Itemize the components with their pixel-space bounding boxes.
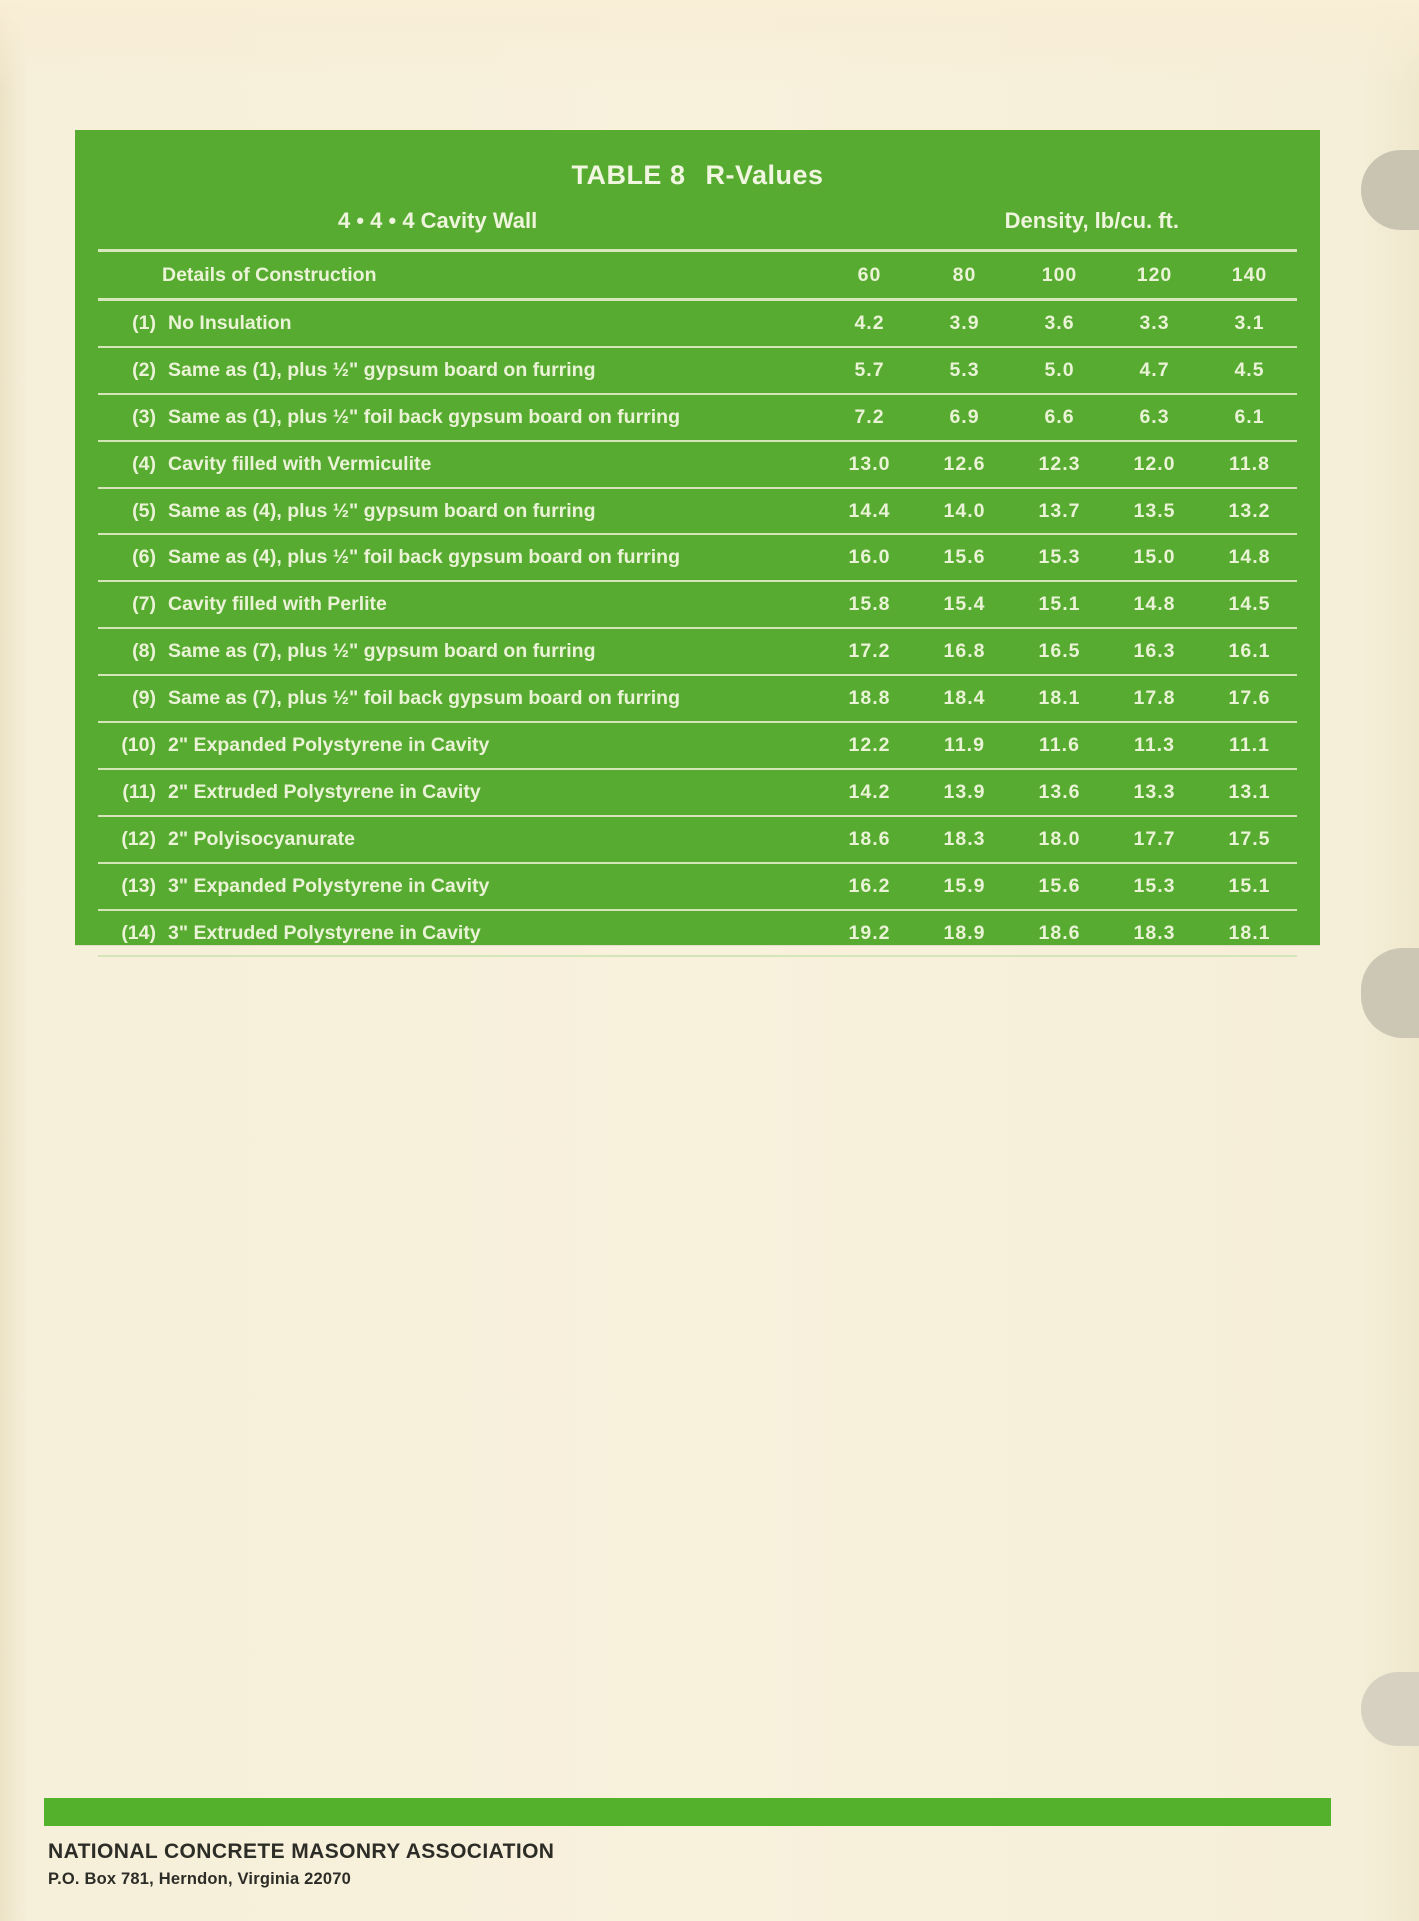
rvalue-cell: 13.9 [917,769,1012,816]
row-description: No Insulation [168,311,292,334]
row-number: (2) [132,358,156,381]
rvalue-cell: 16.8 [917,628,1012,675]
density-column-header: 100 [1012,251,1107,300]
table-number-label: TABLE 8 [571,160,686,190]
table-header [98,251,1297,300]
table-row [98,722,1297,769]
footer-green-bar [44,1798,1331,1826]
row-label-cell [98,910,822,957]
rvalue-cell: 12.0 [1107,441,1202,488]
rvalue-cell: 5.0 [1012,347,1107,394]
row-label-cell [98,300,822,347]
rvalue-cell: 18.1 [1202,910,1297,957]
table-name-label: R-Values [705,160,824,190]
density-column-header: 140 [1202,251,1297,300]
rvalue-cell: 17.7 [1107,816,1202,863]
row-number: (1) [132,311,156,334]
rvalue-cell: 18.0 [1012,816,1107,863]
rvalue-cell: 11.1 [1202,722,1297,769]
rvalue-cell: 5.7 [822,347,917,394]
rvalue-cell: 13.5 [1107,488,1202,535]
rvalue-cell: 15.3 [1012,534,1107,581]
rvalue-cell: 14.8 [1202,534,1297,581]
rvalue-cell: 11.6 [1012,722,1107,769]
rvalue-cell: 18.3 [1107,910,1202,957]
row-description: Same as (4), plus ½" gypsum board on furring [168,499,596,522]
organization-address: P.O. Box 781, Herndon, Virginia 22070 [48,1870,351,1888]
row-description: 2" Polyisocyanurate [168,827,355,850]
rvalue-cell: 6.6 [1012,394,1107,441]
rvalue-cell: 14.5 [1202,581,1297,628]
row-number: (14) [121,921,156,944]
rvalue-cell: 18.8 [822,675,917,722]
rvalue-cell: 11.9 [917,722,1012,769]
table-row [98,300,1297,347]
row-description: 2" Extruded Polystyrene in Cavity [168,780,481,803]
row-label-cell [98,394,822,441]
row-number: (9) [132,687,156,710]
rvalue-cell: 15.1 [1202,863,1297,910]
table-row [98,816,1297,863]
rvalue-cell: 18.3 [917,816,1012,863]
row-number: (6) [132,546,156,569]
rvalue-cell: 14.2 [822,769,917,816]
rvalue-cell: 6.3 [1107,394,1202,441]
row-label-cell [98,441,822,488]
rvalue-cell: 6.1 [1202,394,1297,441]
row-number: (5) [132,499,156,522]
row-description: Same as (7), plus ½" foil back gypsum board on furring [168,687,681,710]
rvalue-cell: 6.9 [917,394,1012,441]
rvalue-cell: 18.6 [1012,910,1107,957]
rvalue-cell: 13.1 [1202,769,1297,816]
row-description: Same as (1), plus ½" gypsum board on furring [168,358,596,381]
rvalue-cell: 13.0 [822,441,917,488]
rvalue-cell: 3.1 [1202,300,1297,347]
table-title [98,160,1297,191]
rvalue-cell: 18.4 [917,675,1012,722]
rvalue-cell: 4.2 [822,300,917,347]
table-row [98,347,1297,394]
rvalue-cell: 15.8 [822,581,917,628]
row-description: Same as (1), plus ½" foil back gypsum board on furring [168,405,681,428]
rvalue-cell: 13.6 [1012,769,1107,816]
rvalue-cell: 3.9 [917,300,1012,347]
rvalue-cell: 17.5 [1202,816,1297,863]
rvalue-cell: 15.4 [917,581,1012,628]
rvalue-cell: 17.2 [822,628,917,675]
rvalue-cell: 13.3 [1107,769,1202,816]
table-row [98,628,1297,675]
rvalue-cell: 19.2 [822,910,917,957]
rvalue-cell: 5.3 [917,347,1012,394]
header-row [98,251,1297,300]
row-number: (7) [132,593,156,616]
table-row [98,488,1297,535]
rvalue-cell: 18.6 [822,816,917,863]
rvalue-cell: 3.3 [1107,300,1202,347]
row-label-cell [98,347,822,394]
rvalue-cell: 16.5 [1012,628,1107,675]
rvalue-cell: 18.1 [1012,675,1107,722]
row-description: Same as (4), plus ½" foil back gypsum board on furring [168,546,681,569]
row-label-cell [98,488,822,535]
row-number: (12) [121,827,156,850]
table-row [98,581,1297,628]
table-row [98,863,1297,910]
rvalue-cell: 17.6 [1202,675,1297,722]
rvalue-cell: 4.5 [1202,347,1297,394]
row-number: (3) [132,405,156,428]
table-row [98,675,1297,722]
density-units-label: Density, lb/cu. ft. [1004,208,1179,233]
table-row [98,769,1297,816]
rvalue-cell: 12.2 [822,722,917,769]
table-body [98,300,1297,957]
details-of-construction-header: Details of Construction [98,251,822,300]
row-label-cell [98,816,822,863]
rvalue-cell: 14.0 [917,488,1012,535]
row-number: (10) [121,733,156,756]
wall-type-label: 4 • 4 • 4 Cavity Wall [338,208,538,233]
row-number: (4) [132,452,156,475]
rvalue-cell: 12.6 [917,441,1012,488]
row-label-cell [98,534,822,581]
row-description: Same as (7), plus ½" gypsum board on furring [168,640,596,663]
binder-tab [1361,948,1419,1038]
rvalue-cell: 15.0 [1107,534,1202,581]
rvalue-cell: 15.9 [917,863,1012,910]
row-label-cell [98,675,822,722]
rvalue-cell: 11.3 [1107,722,1202,769]
rvalue-cell: 17.8 [1107,675,1202,722]
rvalue-cell: 4.7 [1107,347,1202,394]
rvalue-cell: 15.3 [1107,863,1202,910]
rvalue-cell: 15.6 [1012,863,1107,910]
row-label-cell [98,722,822,769]
table-row [98,394,1297,441]
row-label-cell [98,581,822,628]
rvalue-cell: 16.0 [822,534,917,581]
row-description: 3" Extruded Polystyrene in Cavity [168,921,481,944]
row-number: (11) [122,780,156,803]
density-column-header: 80 [917,251,1012,300]
row-description: Cavity filled with Perlite [168,593,387,616]
rvalue-cell: 16.3 [1107,628,1202,675]
row-number: (8) [132,640,156,663]
density-column-header: 60 [822,251,917,300]
binder-tab [1361,150,1419,230]
rvalue-cell: 16.1 [1202,628,1297,675]
density-column-header: 120 [1107,251,1202,300]
rvalue-cell: 15.6 [917,534,1012,581]
rvalue-cell: 11.8 [1202,441,1297,488]
rvalue-cell: 15.1 [1012,581,1107,628]
rvalue-cell: 18.9 [917,910,1012,957]
row-label-cell [98,628,822,675]
rvalues-table [98,249,1297,957]
row-description: 3" Expanded Polystyrene in Cavity [168,874,490,897]
row-number: (13) [121,874,156,897]
row-label-cell [98,769,822,816]
binder-tab [1361,1672,1419,1746]
rvalue-cell: 7.2 [822,394,917,441]
rvalue-cell: 16.2 [822,863,917,910]
table-row [98,441,1297,488]
rvalue-cell: 14.8 [1107,581,1202,628]
rvalue-cell: 13.2 [1202,488,1297,535]
rvalue-cell: 12.3 [1012,441,1107,488]
rvalue-cell: 3.6 [1012,300,1107,347]
row-description: Cavity filled with Vermiculite [168,452,432,475]
table-subtitle-row [98,208,1297,234]
rvalue-cell: 14.4 [822,488,917,535]
table-row [98,910,1297,957]
row-label-cell [98,863,822,910]
organization-name: NATIONAL CONCRETE MASONRY ASSOCIATION [48,1840,555,1863]
rvalue-cell: 13.7 [1012,488,1107,535]
rvalues-table-panel [75,130,1320,945]
row-description: 2" Expanded Polystyrene in Cavity [168,733,490,756]
table-row [98,534,1297,581]
